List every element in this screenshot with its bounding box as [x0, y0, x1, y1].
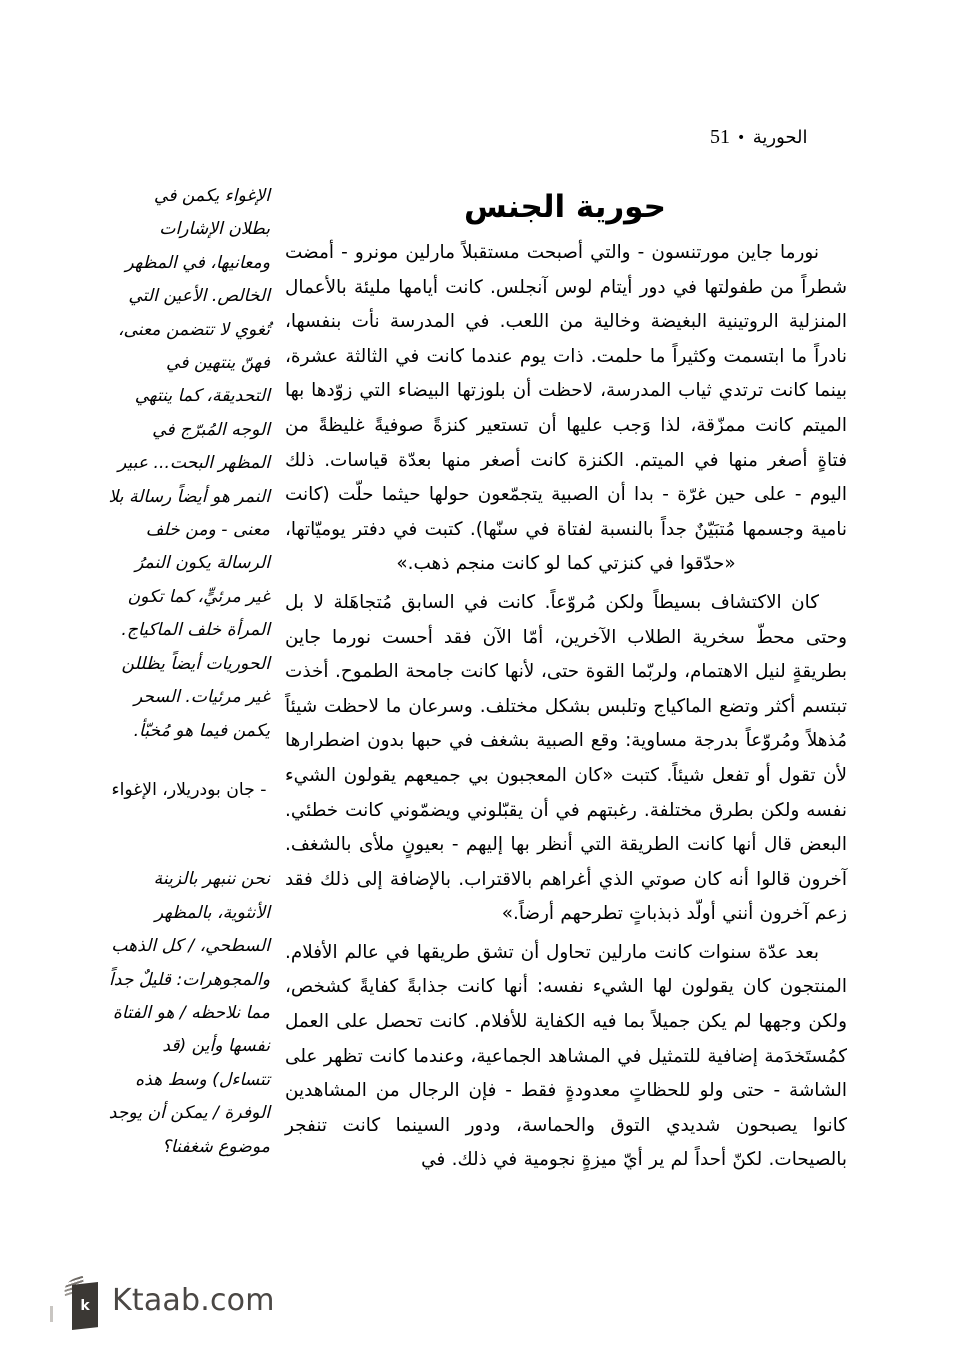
sidebar-spacer [108, 807, 270, 863]
book-logo-letter: k [80, 1298, 90, 1314]
running-head-inner [710, 126, 808, 149]
sidebar-quote-baudrillard: الإغواء يكمن في بطلان الإشارات ومعانيها، في المظهر الخالص. الأعين التي تُغوي لا تتضمن معنى، فهنّ ينتهين في التحديقة، كما ينتهي الوجه المُبرّج في المظهر البحت... عبير النمر هو أيضاً رسالة بلا معنى - ومن خلف الرسالة يكون النمرُ غير مرئيٍّ، كما تكون المرأة خلف الماكياج. الحوريات أيضاً يظللن غير مرئيات. السحر يكمن فيما هو مُخبّأ. [108, 186, 270, 741]
chapter-title: حورية الجنس [464, 188, 666, 225]
book-icon [64, 1272, 102, 1330]
running-head-separator-dot: • [737, 130, 746, 146]
page-number: 51 [710, 126, 730, 148]
sidebar-quote-second: نحن ننبهر بالزينة الأنثوية، بالمظهر السطحي، / كل الذهب والمجوهرات: قليلٌ جداً مما نلاحظه / هو الفتاة نفسها وأين (قد تتساءل) وسط هذه الوفرة / يمكن أن يوجد موضوع شغفنا؟ [108, 869, 270, 1157]
running-head [710, 126, 850, 149]
watermark-label: Ktaab.com [112, 1283, 275, 1318]
body-paragraph-3: بعد عدّة سنوات كانت مارلين تحاول أن تشق طريقها في عالم الأفلام. المنتجون كان يقولون لها الشيء نفسه: أنها كانت جذابةً كفايةً كشخص، ولكن وجهها لم يكن جميلاً بما فيه الكفاية للأفلام. كانت تحصل على العمل كمُستَخدَمة إضافية للتمثيل في المشاهد الجماعية، وعندما كانت تظهر على الشاشة - حتى ولو للحظاتٍ معدودةٍ فقط - فإن الرجال من المشاهدين كانوا يصبحون شديدي التوق والحماسة، ودور السينما كانت تنفجر بالصيحات. لكنّ أحداً لم ير أيّ ميزةٍ نجومية في ذلك. في [285, 941, 847, 1171]
site-watermark [64, 1272, 275, 1330]
body-paragraph-2: كان الاكتشاف بسيطاً ولكن مُروّعاً. كانت في السابق مُتجاهَلة لا بل وحتى محطّ سخرية الطلاب الآخرين، أمّا الآن فقد أحست نورما جاين بطريقةٍ لنيل الاهتمام، ولربّما القوة حتى، لأنها كانت جامحة الطموح. أخذت تبتسم أكثر وتضع الماكياج وتلبس بشكل مختلف. وسرعان ما لاحظت شيئاً مُذهلاً ومُروّعاً بدرجة مساوية: وقع الصبية بشغف في حبها بدون اضطرارها لأن تقول أو تفعل شيئاً. كتبت «كان المعجبون بي جميعهم يقولون الشيء نفسه ولكن بطرق مختلفة. رغبتهم في أن يقبّلوني ويضمّوني كانت خطئي. البعض قال أنها كانت الطريقة التي أنظر بها إليهم - بعيونٍ ملأى بالشغف. آخرون قالوا أنه كان صوتي الذي أغراهم بالاقتراب. بالإضافة إلى ذلك فقد زعم آخرون أنني أولّد ذبذباتٍ تطرحهم أرضاً.» [285, 591, 847, 925]
sidebar-quote-attribution: - جان بودريلار، الإغواء [111, 779, 267, 800]
body-text-column [285, 236, 847, 1182]
margin-notes-sidebar [108, 180, 270, 1164]
running-head-book-title: الحورية [752, 127, 808, 148]
page-edge-tick [50, 1306, 53, 1322]
body-paragraph-1: نورما جاين مورتنسون - والتي أصبحت مستقبلاً مارلين مونرو - أمضت شطراً من طفولتها في دور أيتام لوس آنجلس. كانت أيامها مليئة بالأعمال المنزلية الروتينية البغيضة وخالية من اللعب. في المدرسة نأت بنفسها، نادراً ما ابتسمت وكثيراً ما حلمت. ذات يوم عندما كانت في الثالثة عشرة، بينما كانت ترتدي ثياب المدرسة، لاحظت أن بلوزتها البيضاء التي زوّدها بها الميتم كانت ممزّقة، لذا وَجب عليها أن تستعير كنزةً صوفيةً غليظةً من فتاةٍ أصغر منها في الميتم. الكنزة كانت أصغر منها بعدّة قياسات. ذلك اليوم - على حين غرّة - بدا أن الصبية يتجمّعون حولها حيثما حلّت (كانت نامية وجسمها مُتبَيّنٌ جداً بالنسبة لفتاة في سنّها). كتبت في دفتر يوميّاتها، «حدّقوا في كنزتي كما لو كانت منجم ذهب.» [285, 242, 847, 575]
